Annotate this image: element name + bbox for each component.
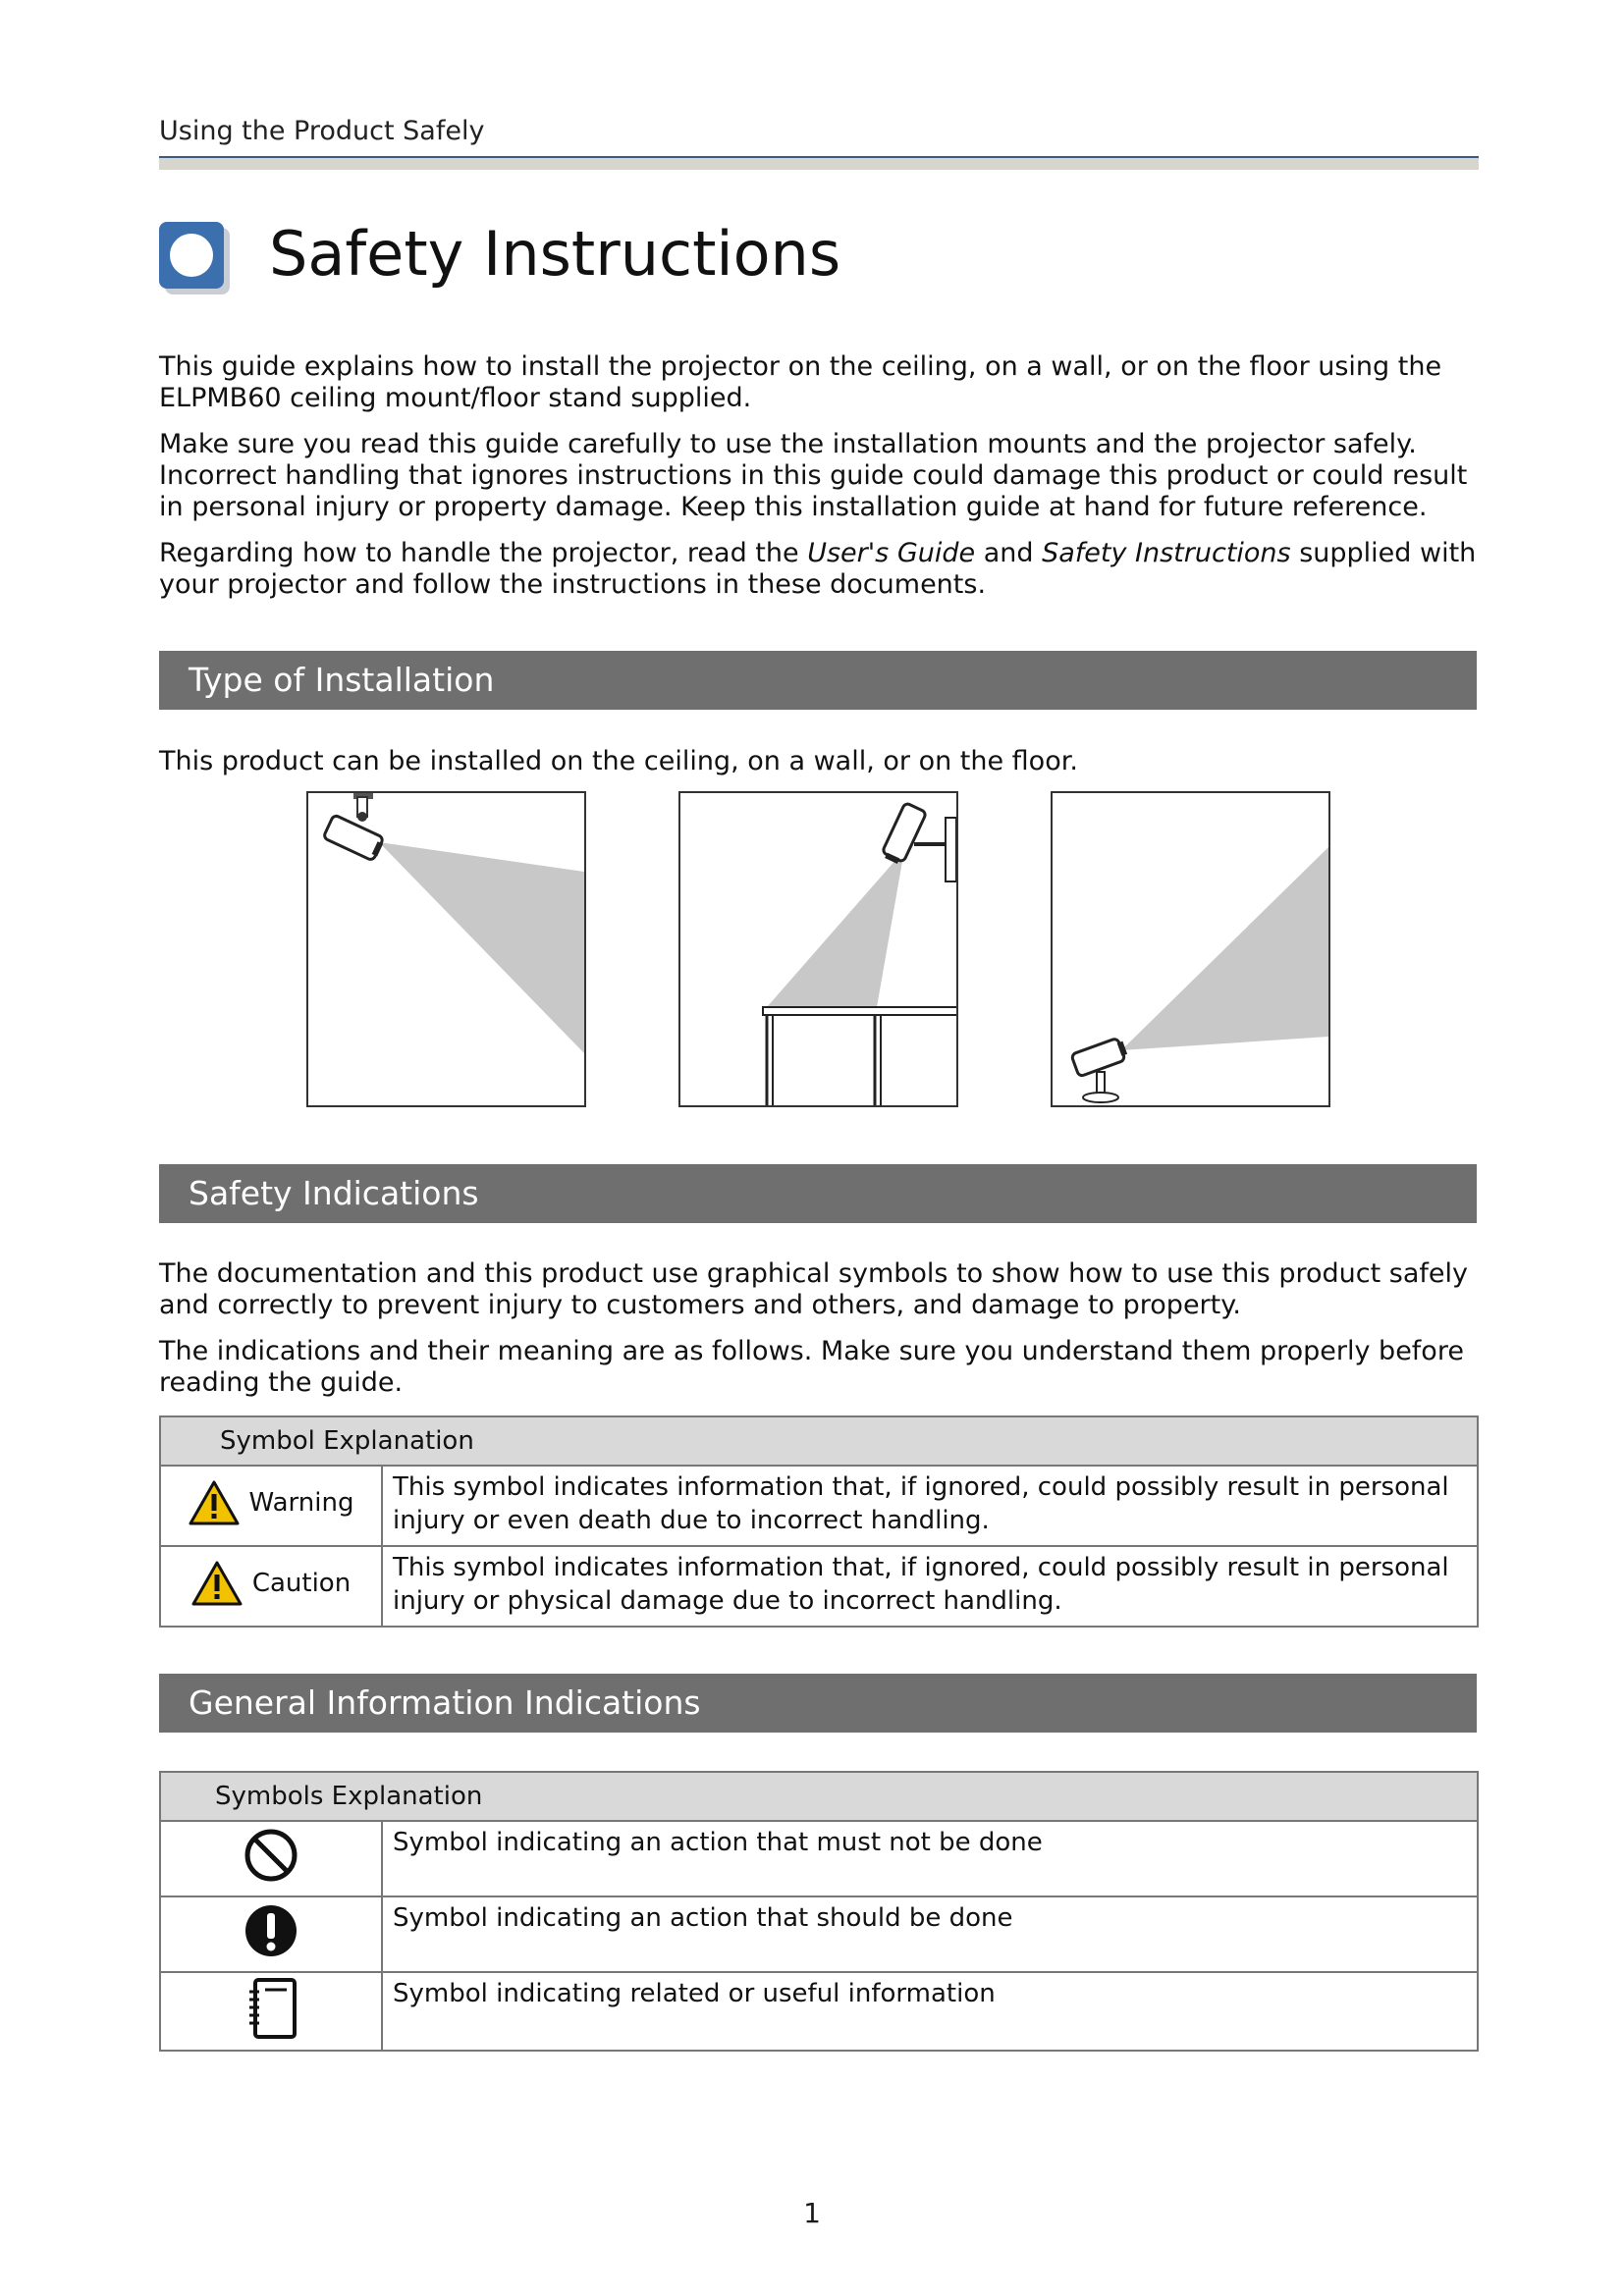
warning-triangle-icon xyxy=(189,1480,240,1525)
section-marker-icon xyxy=(159,222,230,294)
header-rule xyxy=(159,156,1479,170)
table-row-warning xyxy=(160,1466,1478,1546)
general-symbol-table xyxy=(159,1771,1479,2052)
safety-paragraph-2: The indications and their meaning are as follows. Make sure you understand them properly before reading the guide. xyxy=(159,1336,1464,1398)
mandatory-action-icon xyxy=(244,1903,298,1958)
notebook-symbol-cell xyxy=(160,1972,382,2051)
table-header-row xyxy=(160,1772,1478,1821)
section-heading-safety: Safety Indications xyxy=(159,1164,1477,1223)
warning-label: Warning xyxy=(248,1487,354,1518)
warning-triangle-icon xyxy=(191,1561,243,1606)
safety-instructions-reference: Safety Instructions xyxy=(1042,538,1291,568)
caution-symbol-cell xyxy=(160,1546,382,1627)
ceiling-installation-illustration xyxy=(306,791,586,1107)
table-row-mandatory xyxy=(160,1896,1478,1972)
notebook-icon xyxy=(244,1978,298,2039)
section-heading-general: General Information Indications xyxy=(159,1674,1477,1733)
prohibited-description: Symbol indicating an action that must not be done xyxy=(382,1821,1478,1896)
notebook-description: Symbol indicating related or useful information xyxy=(382,1972,1478,2051)
installation-text: This product can be installed on the ceiling, on a wall, or on the floor. xyxy=(159,746,1078,776)
intro-paragraph-2: Make sure you read this guide carefully to use the installation mounts and the projector safely. Incorrect handling that ignores instructions in this guide could damage this product or could result in personal injury or property damage. Keep this installation guide at hand for future reference. xyxy=(159,429,1468,522)
floor-installation-illustration xyxy=(1051,791,1330,1107)
safety-paragraph-1: The documentation and this product use graphical symbols to show how to use this product safely and correctly to prevent injury to customers and others, and damage to property. xyxy=(159,1258,1468,1320)
safety-symbol-table xyxy=(159,1415,1479,1628)
mandatory-description: Symbol indicating an action that should be done xyxy=(382,1896,1478,1972)
prohibited-symbol-cell xyxy=(160,1821,382,1896)
page-title: Safety Instructions xyxy=(269,218,841,290)
running-header: Using the Product Safely xyxy=(159,116,485,146)
caution-description: This symbol indicates information that, if ignored, could possibly result in personal injury or physical damage due to incorrect handling. xyxy=(382,1546,1478,1627)
mandatory-symbol-cell xyxy=(160,1896,382,1972)
table-header-row xyxy=(160,1416,1478,1466)
table-row-notebook xyxy=(160,1972,1478,2051)
warning-symbol-cell xyxy=(160,1466,382,1546)
prohibited-icon xyxy=(244,1828,298,1883)
table-header: Symbol Explanation xyxy=(160,1416,1478,1466)
table-header: Symbols Explanation xyxy=(160,1772,1478,1821)
warning-description: This symbol indicates information that, if ignored, could possibly result in personal injury or even death due to incorrect handling. xyxy=(382,1466,1478,1546)
table-row-caution xyxy=(160,1546,1478,1627)
wall-installation-illustration xyxy=(678,791,958,1107)
intro-paragraph-3: Regarding how to handle the projector, read the User's Guide and Safety Instructions supplied with your projector and follow the instructions in these documents. xyxy=(159,538,1477,600)
page-number: 1 xyxy=(803,2197,821,2229)
section-heading-installation: Type of Installation xyxy=(159,651,1477,710)
table-row-prohibited xyxy=(160,1821,1478,1896)
intro-paragraph-1: This guide explains how to install the projector on the ceiling, on a wall, or on the floor using the ELPMB60 ceiling mount/floor stand supplied. xyxy=(159,351,1442,413)
users-guide-reference: User's Guide xyxy=(807,538,976,568)
caution-label: Caution xyxy=(251,1568,352,1598)
